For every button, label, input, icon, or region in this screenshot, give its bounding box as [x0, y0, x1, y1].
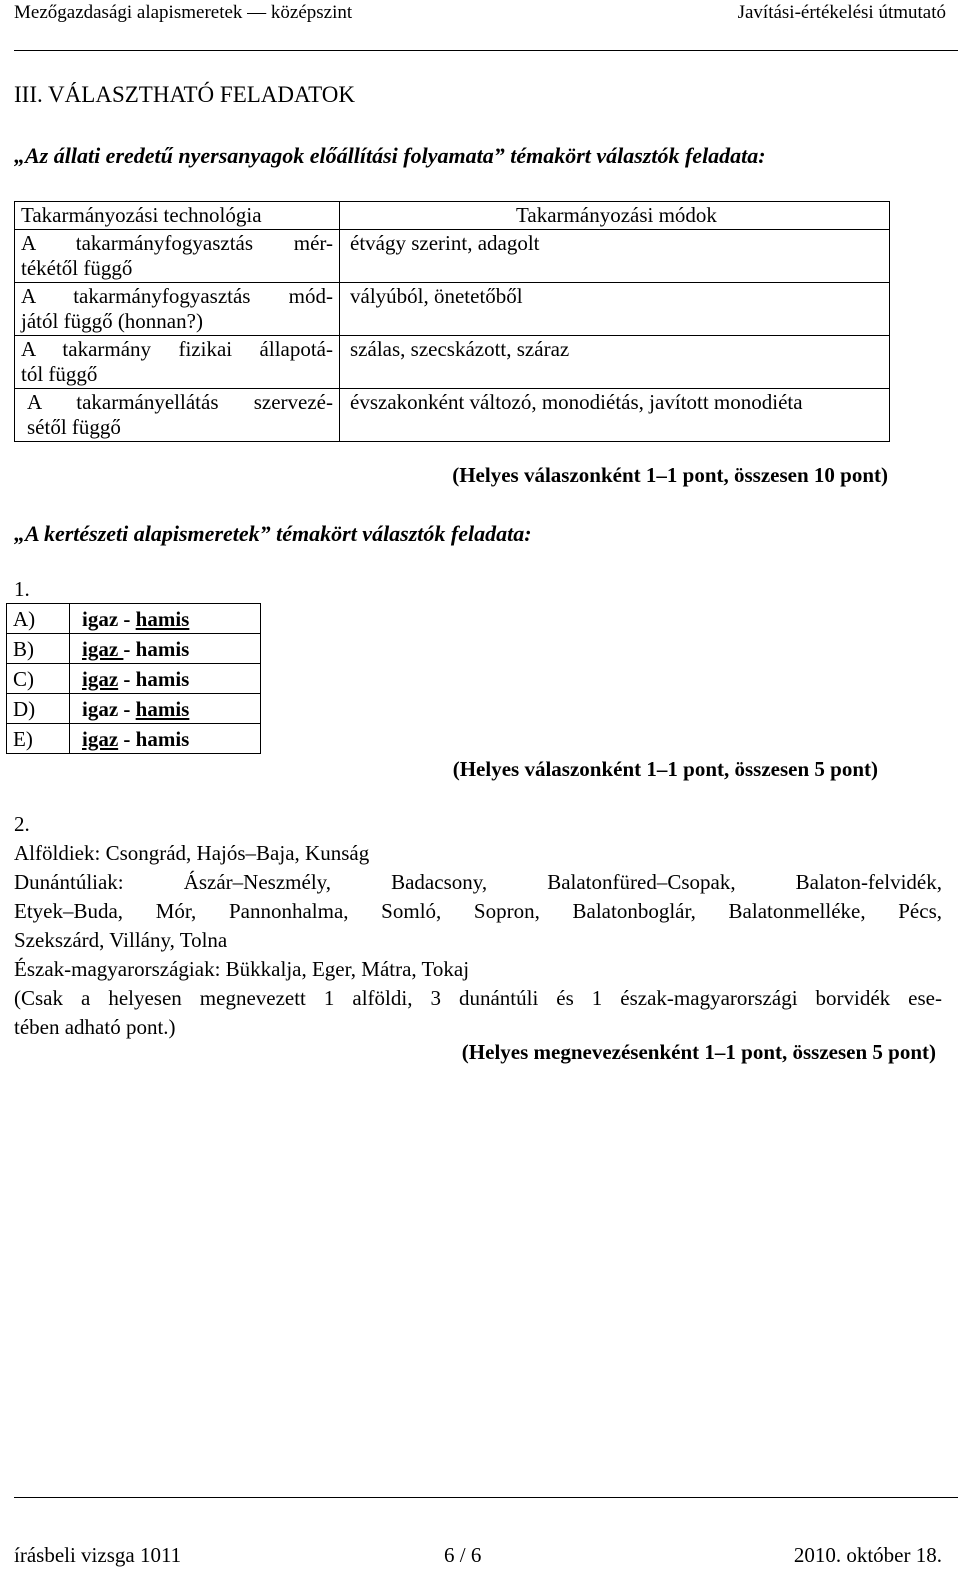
answer-false: hamis — [135, 667, 190, 691]
cell-line: A takarmányfogyasztás mód- — [21, 284, 333, 308]
question-1-score: (Helyes válaszonként 1–1 pont, összesen 5 pont) — [452, 757, 878, 781]
answer-line: Szekszárd, Villány, Tolna — [14, 928, 228, 952]
table-header-row — [15, 202, 890, 230]
answer-letter: C) — [7, 664, 70, 694]
table-cell: évszakonként változó, monodiétás, javított monodiéta — [340, 389, 890, 442]
table-row — [7, 604, 261, 634]
table-cell — [15, 389, 340, 442]
true-false-table — [6, 603, 261, 754]
answer-separator: - — [118, 727, 136, 751]
answer-letter: D) — [7, 694, 70, 724]
answer-line: Etyek–Buda, Mór, Pannonhalma, Somló, Sopron, Balatonboglár, Balatonmelléke, Pécs, — [14, 899, 942, 923]
answer-false: hamis — [135, 607, 190, 631]
footer-left-text: írásbeli vizsga 1011 — [14, 1543, 182, 1567]
answer-true: igaz — [82, 637, 124, 661]
page-number: 6 / 6 — [444, 1543, 482, 1567]
table-cell: szálas, szecskázott, száraz — [340, 336, 890, 389]
answer-true: igaz — [82, 727, 119, 751]
footer-date: 2010. október 18. — [793, 1543, 942, 1567]
part1-subtitle: „Az állati eredetű nyersanyagok előállítási folyamata” témakört választók feladata: — [14, 143, 766, 168]
part1-score: (Helyes válaszonként 1–1 pont, összesen 10 pont) — [452, 463, 888, 487]
question-2-block — [14, 810, 942, 1042]
answer-true: igaz — [82, 667, 119, 691]
question-1-number: 1. — [14, 577, 30, 601]
cell-line: tól függő — [21, 362, 98, 386]
answer-letter: A) — [7, 604, 70, 634]
header-left-text: Mezőgazdasági alapismeretek — középszint — [14, 2, 353, 23]
answer-separator: - — [118, 607, 136, 631]
table-row — [7, 694, 261, 724]
answer-note: tében adható pont.) — [14, 1015, 176, 1039]
cell-line: A takarmányellátás szervezé- — [27, 390, 333, 414]
table-cell — [15, 283, 340, 336]
table-cell — [15, 230, 340, 283]
answer-cell — [70, 634, 261, 664]
answer-cell — [70, 724, 261, 754]
table-row — [7, 664, 261, 694]
answer-true: igaz — [82, 607, 119, 631]
answer-false: hamis — [135, 727, 190, 751]
answer-line: Dunántúliak: Ászár–Neszmély, Badacsony, Balatonfüred–Csopak, Balaton-felvidék, — [14, 870, 942, 894]
table-row — [15, 389, 890, 442]
answer-separator: - — [118, 697, 136, 721]
header-right-text: Javítási-értékelési útmutató — [737, 2, 946, 23]
table-row — [7, 724, 261, 754]
answer-true: igaz — [82, 697, 119, 721]
answer-false: hamis — [135, 637, 190, 661]
section-title: III. VÁLASZTHATÓ FELADATOK — [14, 82, 355, 107]
answer-note: (Csak a helyesen megnevezett 1 alföldi, 3 dunántúli és 1 észak-magyarországi borvidék ese- — [14, 986, 942, 1010]
table-cell: vályúból, önetetőből — [340, 283, 890, 336]
answer-line: Észak-magyarországiak: Bükkalja, Eger, Mátra, Tokaj — [14, 957, 470, 981]
answer-separator: - — [118, 667, 136, 691]
cell-line: sétől függő — [27, 415, 121, 439]
table-header-cell: Takarmányozási módok — [340, 202, 890, 230]
part2-subtitle: „A kertészeti alapismeretek” témakört választók feladata: — [14, 521, 532, 546]
header-divider — [14, 50, 958, 51]
table-cell: étvágy szerint, adagolt — [340, 230, 890, 283]
table-cell — [15, 336, 340, 389]
answer-cell — [70, 604, 261, 634]
table-row — [7, 634, 261, 664]
answer-cell — [70, 664, 261, 694]
answer-letter: B) — [7, 634, 70, 664]
table-header-cell: Takarmányozási technológia — [15, 202, 340, 230]
question-2-score: (Helyes megnevezésenként 1–1 pont, összesen 5 pont) — [461, 1040, 936, 1064]
footer-divider — [14, 1497, 958, 1498]
answer-letter: E) — [7, 724, 70, 754]
cell-line: A takarmányfogyasztás mér- — [21, 231, 333, 255]
table-row — [15, 230, 890, 283]
feeding-table — [14, 201, 890, 442]
table-row — [15, 283, 890, 336]
answer-line: Alföldiek: Csongrád, Hajós–Baja, Kunság — [14, 841, 370, 865]
table-row — [15, 336, 890, 389]
answer-false: hamis — [135, 697, 190, 721]
question-2-number: 2. — [14, 812, 30, 836]
cell-line: A takarmány fizikai állapotá- — [21, 337, 333, 361]
answer-separator: - — [123, 637, 136, 661]
answer-cell — [70, 694, 261, 724]
cell-line: jától függő (honnan?) — [21, 309, 203, 333]
cell-line: tékétől függő — [21, 256, 133, 280]
